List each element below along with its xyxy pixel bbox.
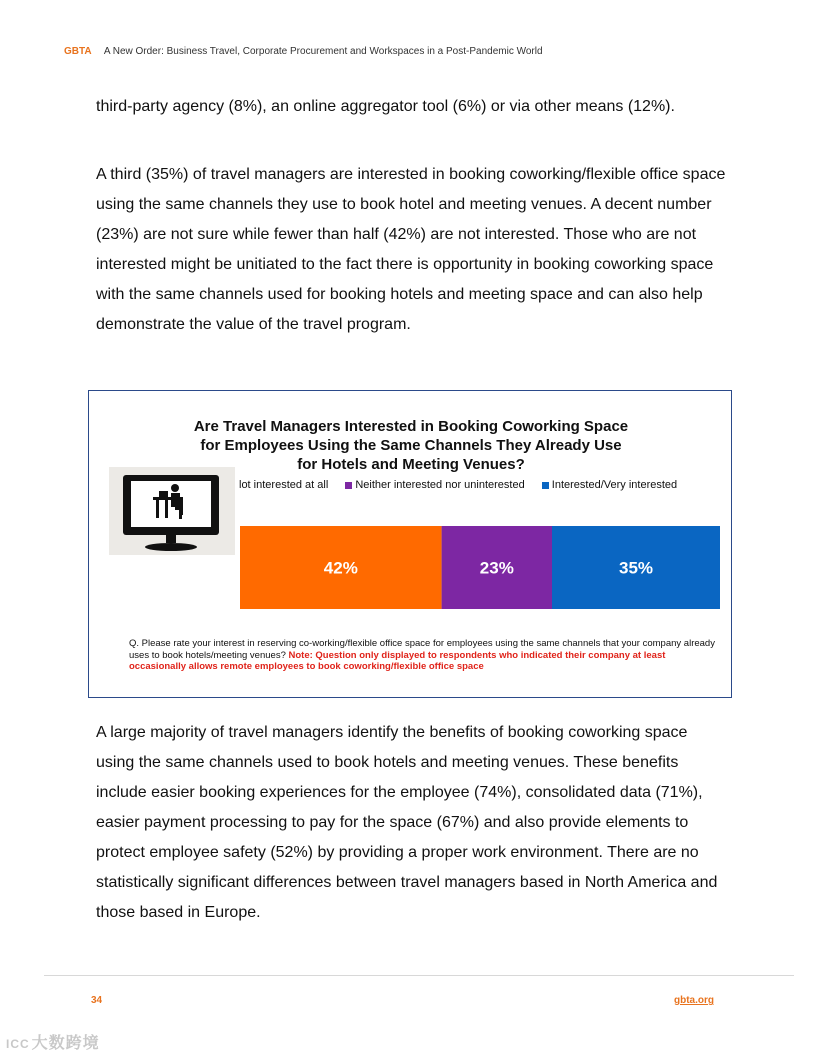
watermark-logo: ICC	[6, 1037, 30, 1051]
footer-divider	[44, 975, 794, 976]
legend-label: lot interested at all	[239, 479, 329, 491]
page-header	[64, 46, 543, 57]
note-question: Q. Please rate your interest in reserving co-working/flexible office space for employees using the same channels that your company already uses to book hotels/meeting venues?	[129, 638, 715, 661]
bar-data-label-1: 23%	[479, 558, 514, 578]
paragraph-benefits: A large majority of travel managers identify the benefits of booking coworking space using the same channels used to book hotels and meeting venues. These benefits include easier booking experiences for the employee (74%), consolidated data (71%), easier payment processing to pay for the space (67%) and also provide elements to protect employee safety (52%) by providing a proper work environment. There are no statistically significant differences between travel managers based in North America and those based in Europe.	[96, 724, 718, 921]
bar-data-label-2: 35%	[618, 558, 654, 578]
chart-title-line: for Employees Using the Same Channels They Already Use	[200, 437, 622, 454]
note-red-disclaimer: Note: Question only displayed to respondents who indicated their company at least occasionally allows remote employees to book coworking/flexible office space	[129, 649, 666, 672]
page-number: 34	[91, 995, 103, 1006]
watermark-text: 大数跨境	[31, 1035, 100, 1052]
header-title: A New Order: Business Travel, Corporate Procurement and Workspaces in a Post-Pandemic World	[103, 46, 543, 57]
footer-site-link[interactable]: gbta.org	[674, 995, 714, 1006]
paragraph-coworking-interest: A third (35%) of travel managers are interested in booking coworking/flexible office space using the same channels they use to book hotel and meeting venues. A decent number (23%) are not sure while fewer than half (42%) are not interested. Those who are not interested might be unitiated to the fact there is opportunity in booking coworking space with the same channels used for booking hotels and meeting space and can also help demonstrate the value of the travel program.	[96, 166, 726, 333]
bar-data-label-0: 42%	[323, 558, 358, 578]
legend-label: Interested/Very interested	[551, 479, 678, 491]
paragraph-intro-continuation: third-party agency (8%), an online aggregator tool (6%) or via other means (12%).	[96, 98, 675, 115]
chart-title-line: for Hotels and Meeting Venues?	[297, 456, 525, 473]
chart-figure	[88, 390, 732, 698]
watermark	[6, 1030, 100, 1053]
header-brand: GBTA	[64, 46, 92, 57]
legend-label: Neither interested nor uninterested	[355, 479, 525, 491]
chart-title-line: Are Travel Managers Interested in Booking Coworking Space	[193, 418, 629, 435]
chart-question-note	[129, 638, 719, 672]
